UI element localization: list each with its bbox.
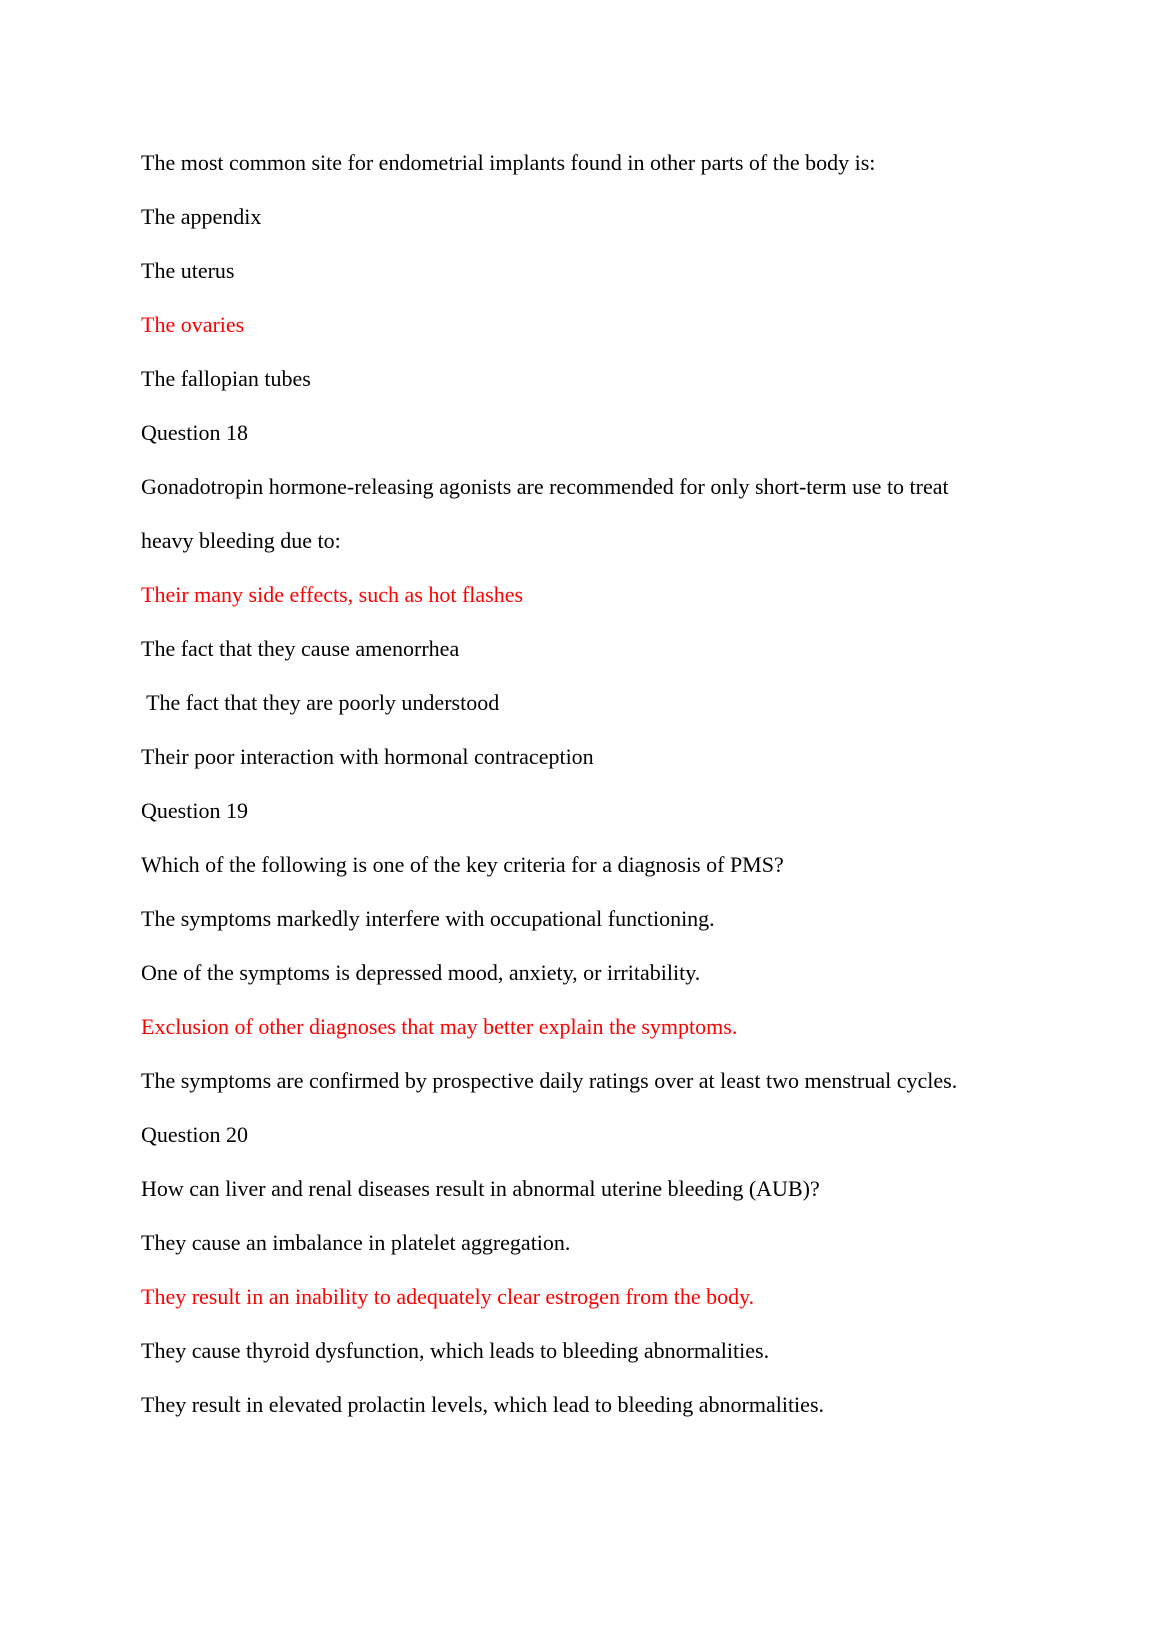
question-19-text: Which of the following is one of the key criteria for a diagnosis of PMS? <box>141 852 784 877</box>
question-19-heading: Question 19 <box>141 798 248 823</box>
question-18-correct-answer: Their many side effects, such as hot flashes <box>141 582 524 607</box>
question-17-text: The most common site for endometrial implants found in other parts of the body is: <box>141 150 876 175</box>
question-18-text-line-1: Gonadotropin hormone-releasing agonists are recommended for only short-term use to treat <box>141 474 949 499</box>
question-18-heading: Question 18 <box>141 420 248 445</box>
question-19-option-a: The symptoms markedly interfere with occupational functioning. <box>141 906 715 931</box>
question-18-text-line-2: heavy bleeding due to: <box>141 528 341 553</box>
question-18-option-b: The fact that they cause amenorrhea <box>141 636 460 661</box>
question-17-option-d: The fallopian tubes <box>141 366 311 391</box>
question-20-text: How can liver and renal diseases result in abnormal uterine bleeding (AUB)? <box>141 1176 820 1201</box>
question-18-option-c: The fact that they are poorly understood <box>141 690 500 715</box>
question-19-option-b: One of the symptoms is depressed mood, anxiety, or irritability. <box>141 960 701 985</box>
question-20-option-a: They cause an imbalance in platelet aggregation. <box>141 1230 571 1255</box>
question-20-correct-answer: They result in an inability to adequately clear estrogen from the body. <box>141 1284 755 1309</box>
question-18-option-d: Their poor interaction with hormonal contraception <box>141 744 594 769</box>
question-19-correct-answer: Exclusion of other diagnoses that may better explain the symptoms. <box>141 1014 738 1039</box>
question-17-correct-answer: The ovaries <box>141 312 245 337</box>
question-20-heading: Question 20 <box>141 1122 248 1147</box>
question-17-option-a: The appendix <box>141 204 262 229</box>
question-19-option-d: The symptoms are confirmed by prospective daily ratings over at least two menstrual cycles. <box>141 1068 958 1093</box>
question-20-option-c: They cause thyroid dysfunction, which leads to bleeding abnormalities. <box>141 1338 770 1363</box>
question-17-option-b: The uterus <box>141 258 235 283</box>
document-body <box>141 136 1071 1432</box>
question-20-option-d: They result in elevated prolactin levels, which lead to bleeding abnormalities. <box>141 1392 824 1417</box>
